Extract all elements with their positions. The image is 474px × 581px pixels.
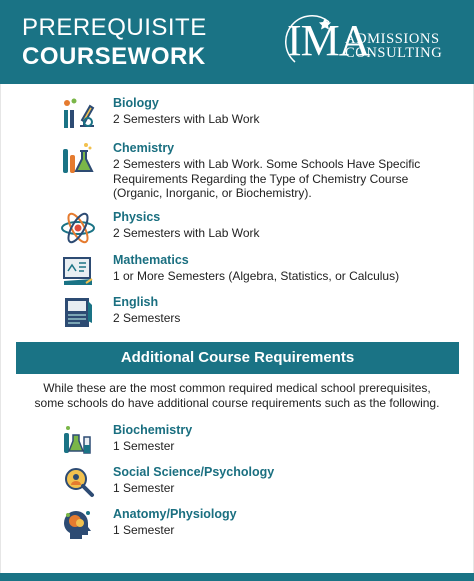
course-desc: 2 Semesters with Lab Work — [113, 112, 260, 126]
course-text — [113, 465, 453, 496]
course-title: English — [113, 295, 159, 309]
course-desc: 1 or More Semesters (Algebra, Statistics, or Calculus) — [113, 269, 400, 283]
microscope-icon — [60, 96, 96, 132]
logo-line1: ADMISSIONS — [345, 31, 440, 47]
course-desc: 2 Semesters — [113, 311, 181, 325]
course-text — [113, 295, 453, 326]
course-title: Social Science/Psychology — [113, 465, 275, 479]
logo-wordmark — [345, 32, 442, 60]
logo — [287, 12, 463, 74]
course-desc: 1 Semester — [113, 481, 175, 495]
course-text — [113, 507, 453, 538]
section-intro: While these are the most common required medical school prerequisites, some schools do have additional course requirements such as the following. — [34, 381, 440, 410]
logo-line2: CONSULTING — [345, 45, 443, 61]
atom-icon — [60, 210, 96, 246]
course-text — [113, 96, 453, 127]
course-text — [113, 253, 453, 284]
head-brain-icon — [60, 507, 96, 543]
course-desc: 1 Semester — [113, 439, 175, 453]
course-desc: 2 Semesters with Lab Work. Some Schools Have Specific Requirements Regarding the Type of Chemistry Course (Organic, Inorganic, or Biochemistry). — [113, 157, 421, 200]
lab-beakers-icon — [60, 423, 96, 459]
footer-bar — [0, 573, 474, 581]
book-icon — [60, 295, 96, 331]
header-banner — [0, 0, 474, 84]
course-text — [113, 210, 453, 241]
page-title-line2: COURSEWORK — [22, 43, 206, 70]
section-heading: Additional Course Requirements — [120, 349, 355, 366]
course-title: Biochemistry — [113, 423, 193, 437]
course-text — [113, 141, 453, 201]
logo-mark: IMA — [287, 16, 370, 65]
additional-requirements-banner — [16, 342, 459, 374]
course-desc: 2 Semesters with Lab Work — [113, 226, 260, 240]
math-board-icon — [60, 253, 96, 289]
page-title-line1: PREREQUISITE — [22, 14, 207, 41]
course-title: Chemistry — [113, 141, 175, 155]
course-title: Anatomy/Physiology — [113, 507, 237, 521]
course-title: Physics — [113, 210, 161, 224]
page-title — [22, 14, 207, 72]
magnifier-people-icon — [60, 465, 96, 501]
course-title: Biology — [113, 96, 159, 110]
course-title: Mathematics — [113, 253, 189, 267]
course-desc: 1 Semester — [113, 523, 175, 537]
flask-icon — [60, 141, 96, 177]
course-text — [113, 423, 453, 454]
